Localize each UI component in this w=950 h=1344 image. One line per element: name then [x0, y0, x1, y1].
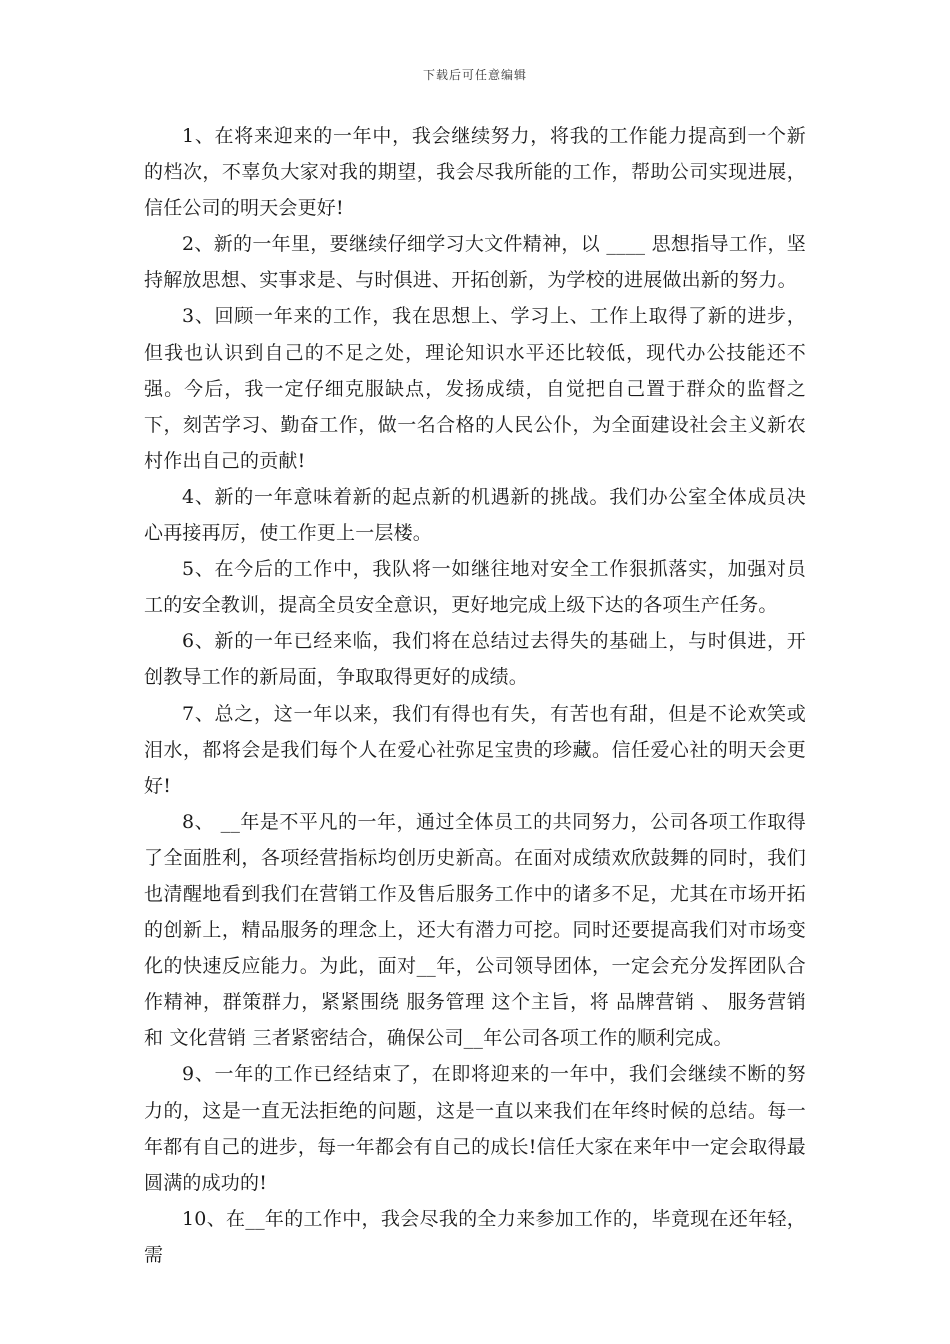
document-body — [144, 118, 806, 1273]
paragraph-2: 2、新的一年里，要继续仔细学习大文件精神，以 ____ 思想指导工作，坚持解放思想、实事求是、与时俱进、开拓创新，为学校的进展做出新的努力。 — [144, 233, 806, 292]
paragraph-6: 6、新的一年已经来临，我们将在总结过去得失的基础上，与时俱进，开创教导工作的新局面，争取取得更好的成绩。 — [144, 630, 806, 689]
paragraph-3: 3、回顾一年来的工作，我在思想上、学习上、工作上取得了新的进步，但我也认识到自己的不足之处，理论知识水平还比较低，现代办公技能还不强。今后，我一定仔细克服缺点，发扬成绩，自觉把自己置于群众的监督之下，刻苦学习、勤奋工作，做一名合格的人民公仆，为全面建设社会主义新农村作出自己的贡献! — [144, 305, 806, 472]
paragraph-5: 5、在今后的工作中，我队将一如继往地对安全工作狠抓落实，加强对员工的安全教训，提高全员安全意识，更好地完成上级下达的各项生产任务。 — [144, 558, 806, 617]
page-header: 下载后可任意编辑 — [422, 68, 527, 82]
paragraph-4: 4、新的一年意味着新的起点新的机遇新的挑战。我们办公室全体成员决心再接再厉，使工作更上一层楼。 — [144, 485, 806, 545]
paragraph-7: 7、总之，这一年以来，我们有得也有失，有苦也有甜，但是不论欢笑或泪水，都将会是我们每个人在爱心社弥足宝贵的珍藏。信任爱心社的明天会更好! — [144, 702, 806, 797]
paragraph-1: 1、在将来迎来的一年中，我会继续努力，将我的工作能力提高到一个新的档次，不辜负大家对我的期望，我会尽我所能的工作，帮助公司实现进展，信任公司的明天会更好! — [144, 125, 806, 220]
paragraph-10: 10、在__年的工作中，我会尽我的全力来参加工作的，毕竟现在还年轻，需 — [144, 1207, 806, 1266]
paragraph-8: 8、 __年是不平凡的一年，通过全体员工的共同努力，公司各项工作取得了全面胜利，各项经营指标均创历史新高。在面对成绩欢欣鼓舞的同时，我们也清醒地看到我们在营销工作及售后服务工作中的诸多不足，尤其在市场开拓的创新上，精品服务的理念上，还大有潜力可挖。同时还要提高我们对市场变化的快速反应能力。为此，面对__年，公司领导团体，一定会充分发挥团队合作精神，群策群力，紧紧围绕 服务管理 这个主旨，将 品牌营销 、 服务营销 和 文化营销 三者紧密结合，确保公司__年公司各项工作的顺利完成。 — [144, 810, 806, 1050]
paragraph-9: 9、一年的工作已经结束了，在即将迎来的一年中，我们会继续不断的努力的，这是一直无法拒绝的问题，这是一直以来我们在年终时候的总结。每一年都有自己的进步，每一年都会有自己的成长!信任大家在来年中一定会取得最圆满的成功的! — [144, 1063, 806, 1194]
